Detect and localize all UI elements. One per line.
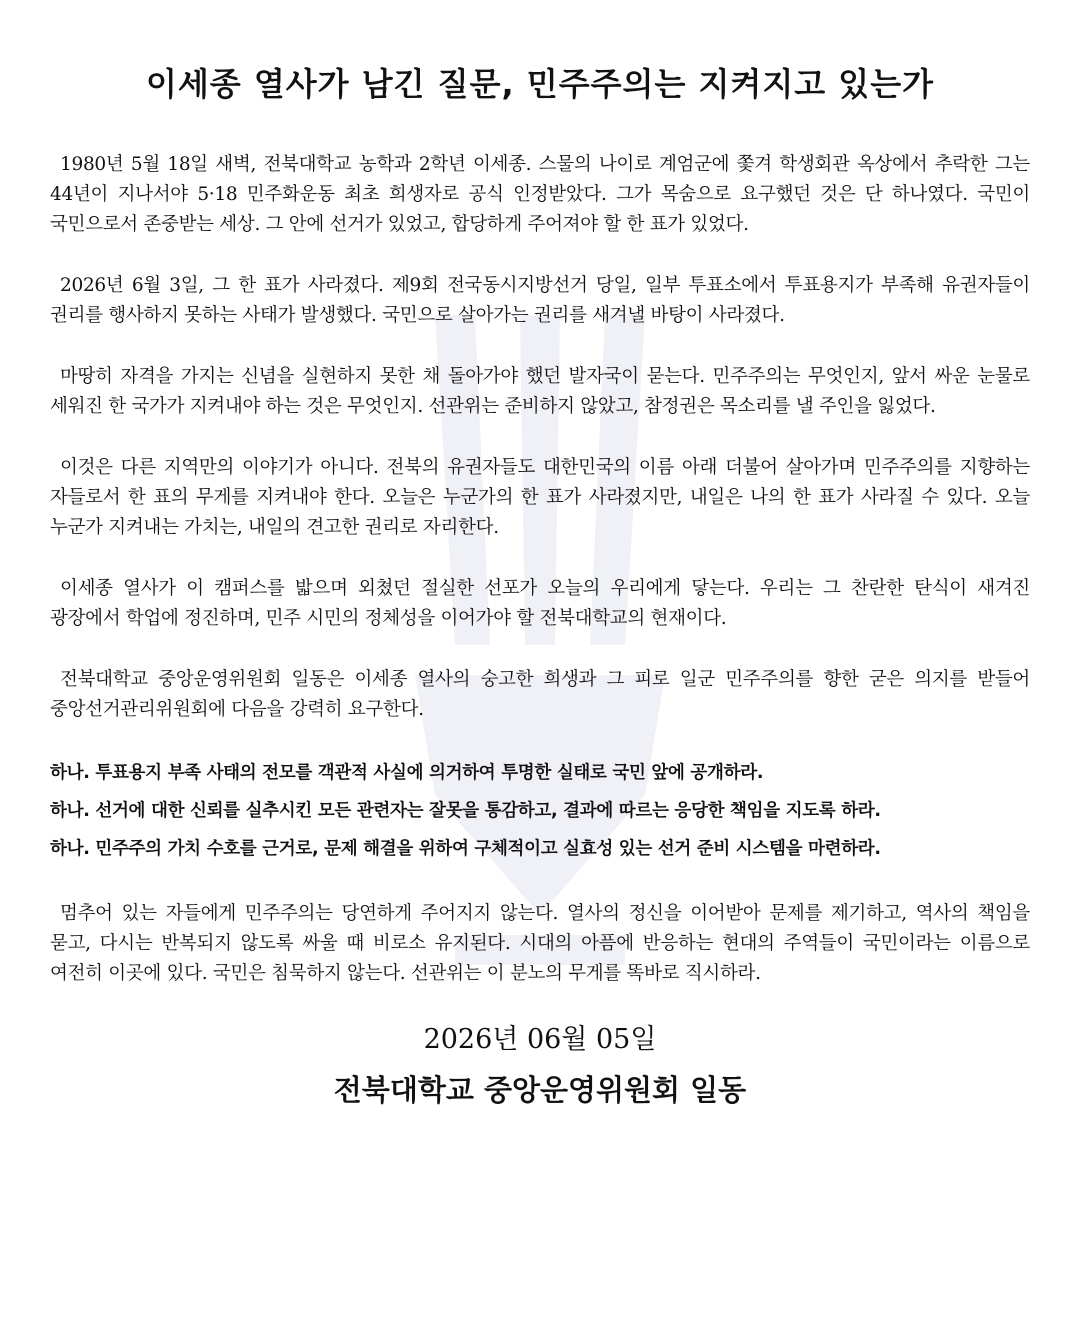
paragraph-1: 1980년 5월 18일 새벽, 전북대학교 농학과 2학년 이세종. 스물의 나이로 계엄군에 쫓겨 학생회관 옥상에서 추락한 그는 44년이 지나서야 5·18 민주화운동 최초 희생자로 공식 인정받았다. 그가 목숨으로 요구했던 것은 단 하나였다. 국민이 국민으로서 존중받는 세상. 그 안에 선거가 있었고, 합당하게 주어져야 할 한 표가 있었다. bbox=[50, 154, 1030, 235]
signature: 전북대학교 중앙운영위원회 일동 bbox=[333, 1073, 747, 1107]
statement-body bbox=[50, 150, 1030, 989]
statement-date: 2026년 06월 05일 bbox=[423, 1024, 657, 1055]
paragraph-2: 2026년 6월 3일, 그 한 표가 사라졌다. 제9회 전국동시지방선거 당일, 일부 투표소에서 투표용지가 부족해 유권자들이 권리를 행사하지 못하는 사태가 발생했다. 국민으로 살아가는 권리를 새겨낼 바탕이 사라졌다. bbox=[50, 275, 1030, 326]
closing-paragraph: 멈추어 있는 자들에게 민주주의는 당연하게 주어지지 않는다. 열사의 정신을 이어받아 문제를 제기하고, 역사의 책임을 묻고, 다시는 반복되지 않도록 싸울 때 비로소 유지된다. 시대의 아픔에 반응하는 현대의 주역들이 국민이라는 이름으로 여전히 이곳에 있다. 국민은 침묵하지 않는다. 선관위는 이 분노의 무게를 똑바로 직시하라. bbox=[50, 903, 1031, 984]
paragraph-3: 마땅히 자격을 가지는 신념을 실현하지 못한 채 돌아가야 했던 발자국이 묻는다. 민주주의는 무엇인지, 앞서 싸운 눈물로 세워진 한 국가가 지켜내야 하는 것은 무엇인지. 선관위는 준비하지 않았고, 참정권은 목소리를 낼 주인을 잃었다. bbox=[50, 366, 1030, 417]
demands-list bbox=[50, 756, 1030, 866]
demand-item-1: 하나. 투표용지 부족 사태의 전모를 객관적 사실에 의거하여 투명한 실태로 국민 앞에 공개하라. bbox=[50, 763, 764, 783]
page-title: 이세종 열사가 남긴 질문, 민주주의는 지켜지고 있는가 bbox=[145, 65, 935, 103]
paragraph-4: 이것은 다른 지역만의 이야기가 아니다. 전북의 유권자들도 대한민국의 이름 아래 더불어 살아가며 민주주의를 지향하는 자들로서 한 표의 무게를 지켜내야 한다. 오늘은 누군가의 한 표가 사라졌지만, 내일은 나의 한 표가 사라질 수 있다. 오늘 누군가 지켜내는 가치는, 내일의 견고한 권리로 자리한다. bbox=[50, 457, 1030, 538]
paragraph-5: 이세종 열사가 이 캠퍼스를 밟으며 외쳤던 절실한 선포가 오늘의 우리에게 닿는다. 우리는 그 찬란한 탄식이 새겨진 광장에서 학업에 정진하며, 민주 시민의 정체성을 이어가야 할 전북대학교의 현재이다. bbox=[50, 578, 1030, 629]
paragraph-6: 전북대학교 중앙운영위원회 일동은 이세종 열사의 숭고한 희생과 그 피로 일군 민주주의를 향한 굳은 의지를 받들어 중앙선거관리위원회에 다음을 강력히 요구한다. bbox=[50, 669, 1030, 720]
demand-item-3: 하나. 민주주의 가치 수호를 근거로, 문제 해결을 위하여 구체적이고 실효성 있는 선거 준비 시스템을 마련하라. bbox=[50, 839, 881, 859]
demand-item-2: 하나. 선거에 대한 신뢰를 실추시킨 모든 관련자는 잘못을 통감하고, 결과에 따르는 응당한 책임을 지도록 하라. bbox=[50, 801, 881, 821]
